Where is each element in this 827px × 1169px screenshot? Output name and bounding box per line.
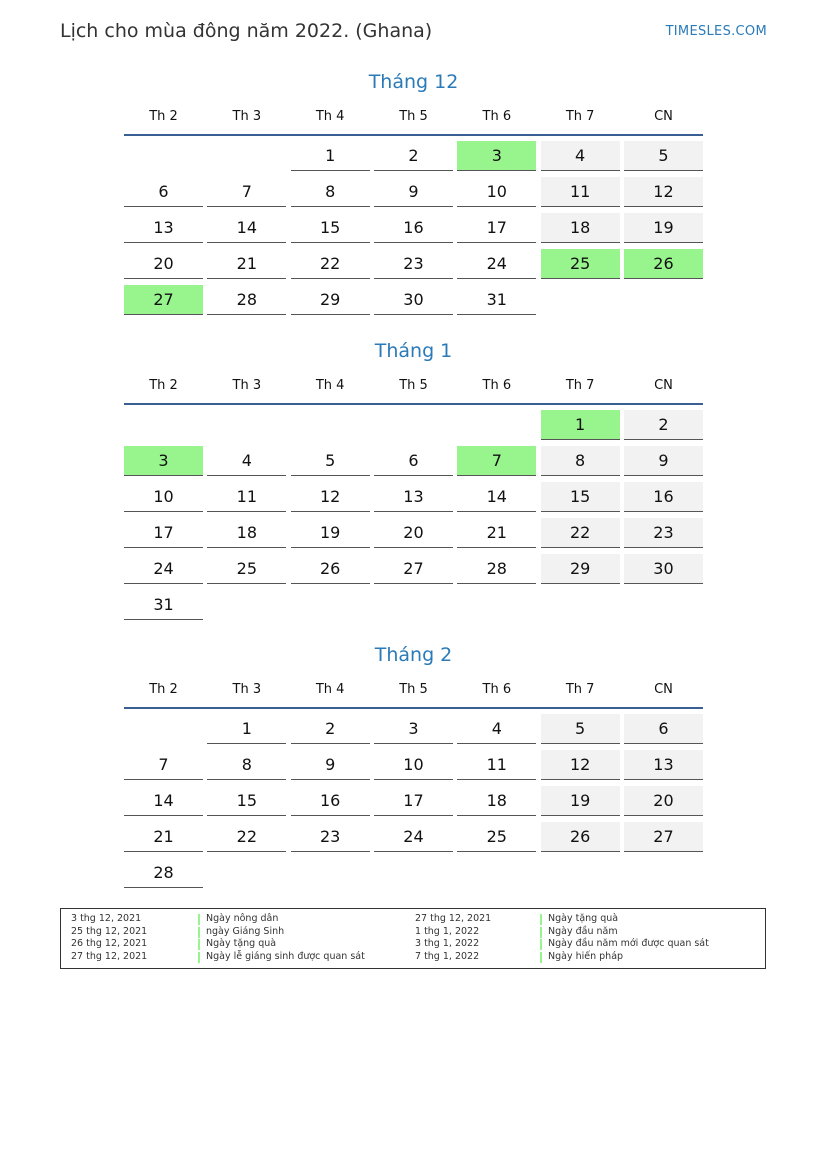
day-cell: 22 [207,822,286,852]
empty-cell [124,410,203,440]
weekday-label: Th 2 [149,378,178,393]
day-cell: 6 [124,177,203,207]
day-cell: 11 [457,750,536,780]
day-cell: 16 [291,786,370,816]
day-cell: 18 [457,786,536,816]
weekday-label: CN [654,378,673,393]
day-cell: 6 [374,446,453,476]
day-cell: 10 [374,750,453,780]
weekday-label: Th 6 [482,109,512,124]
site-link[interactable]: TIMESLES.COM [665,24,767,39]
weekday-label: CN [654,682,673,697]
legend-row [415,926,755,939]
day-cell: 10 [457,177,536,207]
day-cell: 25 [457,822,536,852]
holiday-color-marker [540,927,542,938]
day-cell: 26 [291,554,370,584]
day-cell: 21 [457,518,536,548]
empty-cell [124,714,203,744]
day-cell: 3 [374,714,453,744]
holiday-day-cell: 1 [541,410,620,440]
day-cell: 20 [374,518,453,548]
empty-cell [291,410,370,440]
day-cell: 1 [207,714,286,744]
day-cell: 24 [124,554,203,584]
empty-cell [124,141,203,171]
weekday-label: Th 6 [482,682,512,697]
holiday-color-marker [198,914,200,925]
holiday-day-cell: 26 [624,249,703,279]
day-cell: 15 [541,482,620,512]
day-cell: 26 [541,822,620,852]
weekday-label: Th 2 [149,682,178,697]
holiday-color-marker [540,914,542,925]
day-cell: 15 [207,786,286,816]
day-cell: 2 [374,141,453,171]
holiday-day-cell: 7 [457,446,536,476]
legend-row [71,926,411,939]
day-cell: 13 [624,750,703,780]
day-cell: 10 [124,482,203,512]
day-cell: 28 [207,285,286,315]
day-cell: 13 [374,482,453,512]
weekday-label: Th 4 [315,682,345,697]
day-cell: 16 [624,482,703,512]
day-cell: 2 [624,410,703,440]
legend-column-left [71,913,411,964]
weekday-label: Th 4 [315,109,345,124]
day-cell: 21 [124,822,203,852]
legend-date: 25 thg 12, 2021 [71,925,148,937]
empty-cell [374,410,453,440]
weekday-header [124,108,703,136]
weekday-label: Th 5 [399,109,428,124]
day-cell: 29 [291,285,370,315]
legend-date: 1 thg 1, 2022 [415,925,480,937]
day-cell: 25 [207,554,286,584]
holiday-day-cell: 25 [541,249,620,279]
day-cell: 9 [374,177,453,207]
legend-holiday-name: Ngày nông dân [206,913,279,924]
day-cell: 19 [624,213,703,243]
day-cell: 13 [124,213,203,243]
page-title: Lịch cho mùa đông năm 2022. (Ghana) [60,20,433,42]
day-cell: 30 [624,554,703,584]
day-cell: 22 [291,249,370,279]
holiday-legend [60,908,766,969]
holiday-day-cell: 3 [124,446,203,476]
day-cell: 12 [291,482,370,512]
month-title: Tháng 1 [374,340,453,362]
weekday-header [124,681,703,709]
legend-date: 26 thg 12, 2021 [71,938,148,950]
weekday-label: Th 6 [482,378,512,393]
holiday-day-cell: 27 [124,285,203,315]
day-cell: 19 [541,786,620,816]
weekday-label: Th 3 [232,109,262,124]
weekday-label: Th 3 [232,378,262,393]
day-cell: 18 [541,213,620,243]
day-cell: 8 [207,750,286,780]
day-cell: 8 [291,177,370,207]
legend-column-right [415,913,755,964]
day-cell: 14 [207,213,286,243]
day-cell: 2 [291,714,370,744]
day-cell: 24 [374,822,453,852]
legend-row [415,913,755,926]
day-cell: 27 [624,822,703,852]
day-cell: 4 [541,141,620,171]
legend-holiday-name: Ngày lễ giáng sinh được quan sát [206,951,365,963]
holiday-color-marker [540,952,542,963]
day-cell: 30 [374,285,453,315]
holiday-color-marker [198,939,200,950]
empty-cell [207,410,286,440]
day-cell: 4 [457,714,536,744]
month-block [124,641,703,888]
holiday-color-marker [198,952,200,963]
day-cell: 28 [457,554,536,584]
day-cell: 1 [291,141,370,171]
day-cell: 18 [207,518,286,548]
day-cell: 17 [457,213,536,243]
weekday-label: Th 4 [315,378,345,393]
weekday-label: Th 7 [565,109,595,124]
weekday-label: Th 5 [399,682,428,697]
day-cell: 8 [541,446,620,476]
day-cell: 20 [124,249,203,279]
day-grid [124,410,703,620]
day-cell: 21 [207,249,286,279]
weekday-label: Th 7 [565,682,595,697]
day-cell: 22 [541,518,620,548]
day-cell: 23 [624,518,703,548]
legend-row [71,913,411,926]
day-cell: 14 [457,482,536,512]
holiday-color-marker [198,927,200,938]
day-cell: 20 [624,786,703,816]
day-cell: 12 [541,750,620,780]
month-block [124,337,703,620]
day-cell: 5 [291,446,370,476]
legend-holiday-name: ngày Giáng Sinh [206,925,285,937]
weekday-label: Th 5 [399,378,428,393]
day-cell: 28 [124,858,203,888]
day-cell: 5 [624,141,703,171]
day-cell: 19 [291,518,370,548]
weekday-label: Th 2 [149,109,178,124]
day-cell: 11 [541,177,620,207]
legend-date: 27 thg 12, 2021 [71,951,148,963]
day-cell: 29 [541,554,620,584]
legend-holiday-name: Ngày đầu năm mới được quan sát [548,938,709,950]
day-grid [124,141,703,315]
day-cell: 12 [624,177,703,207]
day-cell: 27 [374,554,453,584]
legend-row [415,951,755,964]
day-cell: 23 [291,822,370,852]
day-cell: 4 [207,446,286,476]
day-cell: 7 [207,177,286,207]
legend-holiday-name: Ngày đầu năm [548,925,618,937]
day-cell: 7 [124,750,203,780]
legend-row [415,938,755,951]
holiday-day-cell: 3 [457,141,536,171]
weekday-header [124,377,703,405]
holiday-color-marker [540,939,542,950]
day-cell: 6 [624,714,703,744]
day-cell: 16 [374,213,453,243]
day-cell: 9 [624,446,703,476]
legend-row [71,951,411,964]
day-cell: 5 [541,714,620,744]
month-block [124,68,703,315]
day-cell: 14 [124,786,203,816]
weekday-label: Th 7 [565,378,595,393]
day-cell: 24 [457,249,536,279]
legend-date: 7 thg 1, 2022 [415,951,480,963]
day-cell: 17 [124,518,203,548]
day-cell: 11 [207,482,286,512]
weekday-label: Th 3 [232,682,262,697]
legend-date: 3 thg 12, 2021 [71,913,142,924]
legend-holiday-name: Ngày hiến pháp [548,951,624,963]
day-cell: 31 [457,285,536,315]
weekday-label: CN [654,109,673,124]
empty-cell [207,141,286,171]
legend-holiday-name: Ngày tặng quà [548,913,619,924]
day-cell: 31 [124,590,203,620]
day-cell: 15 [291,213,370,243]
legend-holiday-name: Ngày tặng quà [206,938,277,950]
month-title: Tháng 12 [368,71,459,93]
legend-date: 3 thg 1, 2022 [415,938,480,950]
legend-row [71,938,411,951]
month-title: Tháng 2 [374,644,453,666]
day-cell: 9 [291,750,370,780]
empty-cell [457,410,536,440]
legend-date: 27 thg 12, 2021 [415,913,492,924]
day-cell: 17 [374,786,453,816]
day-grid [124,714,703,888]
day-cell: 23 [374,249,453,279]
